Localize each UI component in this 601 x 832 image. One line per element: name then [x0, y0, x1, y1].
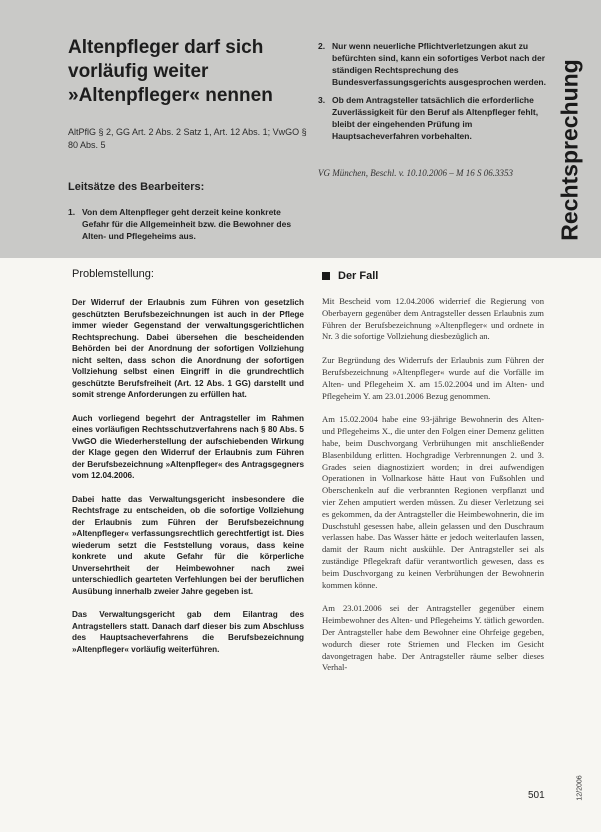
guideline-text: Von dem Altenpfleger geht derzeit keine konkrete Gefahr für die Allgemeinheit bzw. die Bewohner des Alten- und Pflegeheims aus. — [82, 207, 292, 241]
problem-paragraph: Das Verwaltungsgericht gab dem Eilantrag des Antragstellers statt. Danach darf dieser bis zum Abschluss des Hauptsacheverfahrens die Berufsbezeichnung »Altenpfleger« vorläufig weiterführen. — [72, 610, 304, 654]
legal-norms: AltPflG § 2, GG Art. 2 Abs. 2 Satz 1, Art. 12 Abs. 1; VwGO § 80 Abs. 5 — [68, 127, 307, 150]
case-heading — [322, 270, 378, 282]
page-number: 501 — [528, 790, 545, 801]
guidelines-heading: Leitsätze des Bearbeiters: — [68, 181, 205, 193]
case-paragraph: Am 23.01.2006 sei der Antragsteller gegenüber einem Heimbewohner des Alten- und Pflegeheims Y. tätlich geworden. Der Antragsteller habe dem Bewohner eine Ohrfeige gegeben, wodurch dieser rote Striemen und Flecken im Gesicht davongetragen habe. Der Antragsteller räume selber dieses Verhal- — [322, 603, 544, 673]
guidelines-list-left — [68, 206, 304, 248]
guideline-item — [318, 40, 550, 88]
issue-date: 12/2006 — [576, 775, 584, 801]
case-column — [322, 296, 544, 686]
square-bullet-icon — [322, 272, 330, 280]
guideline-number: 2. — [318, 41, 326, 51]
section-side-label: Rechtsprechung — [556, 59, 583, 241]
guideline-item — [318, 94, 550, 142]
problem-paragraph: Der Widerruf der Erlaubnis zum Führen von gesetzlich geschützten Berufsbezeichnungen ist auch in der Pflege immer wieder Gegenstand der verwaltungsgerichtlichen Rechtsprechung. Dabei übersehen die bescheidenden Behörden bei der Anordnung der sofortigen Vollziehung nicht selten, dass schon die Anordnung der sofortigen Vollziehung selbst einen Eingriff in die grundrechtlich geschützte Berufsfreiheit (Art. 12 Abs. 1 GG) darstellt und somit strenge Anforderungen zu erfüllen hat. — [72, 298, 304, 399]
problem-column — [72, 297, 304, 667]
case-paragraph: Zur Begründung des Widerrufs der Erlaubnis zum Führen der Berufsbezeichnung »Altenpfleger« wurde auf die Vorfälle im Alten- und Pflegeheim X. am 15.02.2004 und im Alten- und Pflegeheim Y. am 23.01.2006 Bezug genommen. — [322, 355, 544, 401]
guideline-item — [68, 206, 304, 242]
guideline-text: Ob dem Antragsteller tatsächlich die erforderliche Zuverlässigkeit für den Beruf als Altenpfleger fehlt, bleibt der eingehenden Prüfung im Hauptsacheverfahren vorbehalten. — [332, 95, 539, 141]
problem-paragraph: Auch vorliegend begehrt der Antragsteller im Rahmen eines vorläufigen Rechtsschutzverfahrens nach § 80 Abs. 5 VwGO die Wiederherstellung der aufschiebenden Wirkung der Klage gegen den Widerruf der Erlaubnis zum Führen der Berufsbezeichnung »Altenpfleger« des Antragsgegners vom 12.04.2006. — [72, 413, 304, 480]
court-citation: VG München, Beschl. v. 10.10.2006 – M 16 S 06.3353 — [318, 168, 514, 178]
case-heading-label: Der Fall — [338, 270, 379, 282]
article-title: Altenpfleger darf sich vorläufig weiter »Altenpfleger« nennen — [68, 37, 273, 106]
guidelines-list-right — [318, 40, 550, 148]
case-paragraph: Am 15.02.2004 habe eine 93-jährige Bewohnerin des Alten- und Pflegeheims X., die unter den Folgen einer Demenz gelitten habe, beim Duschvorgang Verbrühungen mit anschließender Blasenbildung erlitten. Hochgradige Verbrennungen 2. und 3. Grades seien diagnostiziert worden; in drei aufwendigen Operationen in Vollnarkose hätte Haut von Fußsohlen und Oberschenkeln auf die verbrannten Regionen verpflanzt und vier Zehen amputiert werden müssen. Zu dieser Verletzung sei es gekommen, da der Antragsteller die Heimbewohnerin, die im Duschstuhl gesessen habe, allein gelassen und den Duschraum verlassen habe. Das Wasser hätte er jedoch weiterlaufen lassen, damit der Raum nicht auskühle. Der Antragsteller sei als zuständige Pflegekraft dafür verantwortlich gewesen, dass es beim Duschvorgang zu keinen Verbrühungen der Bewohnerin kommen könne. — [322, 414, 544, 590]
guideline-number: 3. — [318, 95, 326, 105]
case-paragraph: Mit Bescheid vom 12.04.2006 widerrief die Regierung von Oberbayern gegenüber dem Antragsteller dessen Erlaubnis zum Führen der Berufsbezeichnung »Altenpfleger« und ordnete in Nr. 3 die sofortige Vollziehung diesbezüglich an. — [322, 296, 544, 342]
guideline-text: Nur wenn neuerliche Pflichtverletzungen akut zu befürchten sind, kann ein sofortiges Verbot nach der ständigen Rechtsprechung des Bundesverfassungsgerichts ausgesprochen werden. — [332, 41, 546, 87]
problem-paragraph: Dabei hatte das Verwaltungsgericht insbesondere die Rechtsfrage zu entscheiden, ob die sofortige Vollziehung der Erlaubnis zum Führen der Berufsbezeichnung »Altenpfleger« verfassungsrechtlich gerechtfertigt ist. Dies wiederum setzt die Feststellung voraus, dass keine konkrete und akute Gefahr für die körperliche Unversehrtheit der Heimbewohner nach zwei unterschiedlich gearteten Verfehlungen bei der beruflichen Ausübung innerhalb zweier Jahre gegeben ist. — [72, 494, 304, 596]
problem-heading: Problemstellung: — [72, 268, 154, 280]
guideline-number: 1. — [68, 207, 76, 217]
